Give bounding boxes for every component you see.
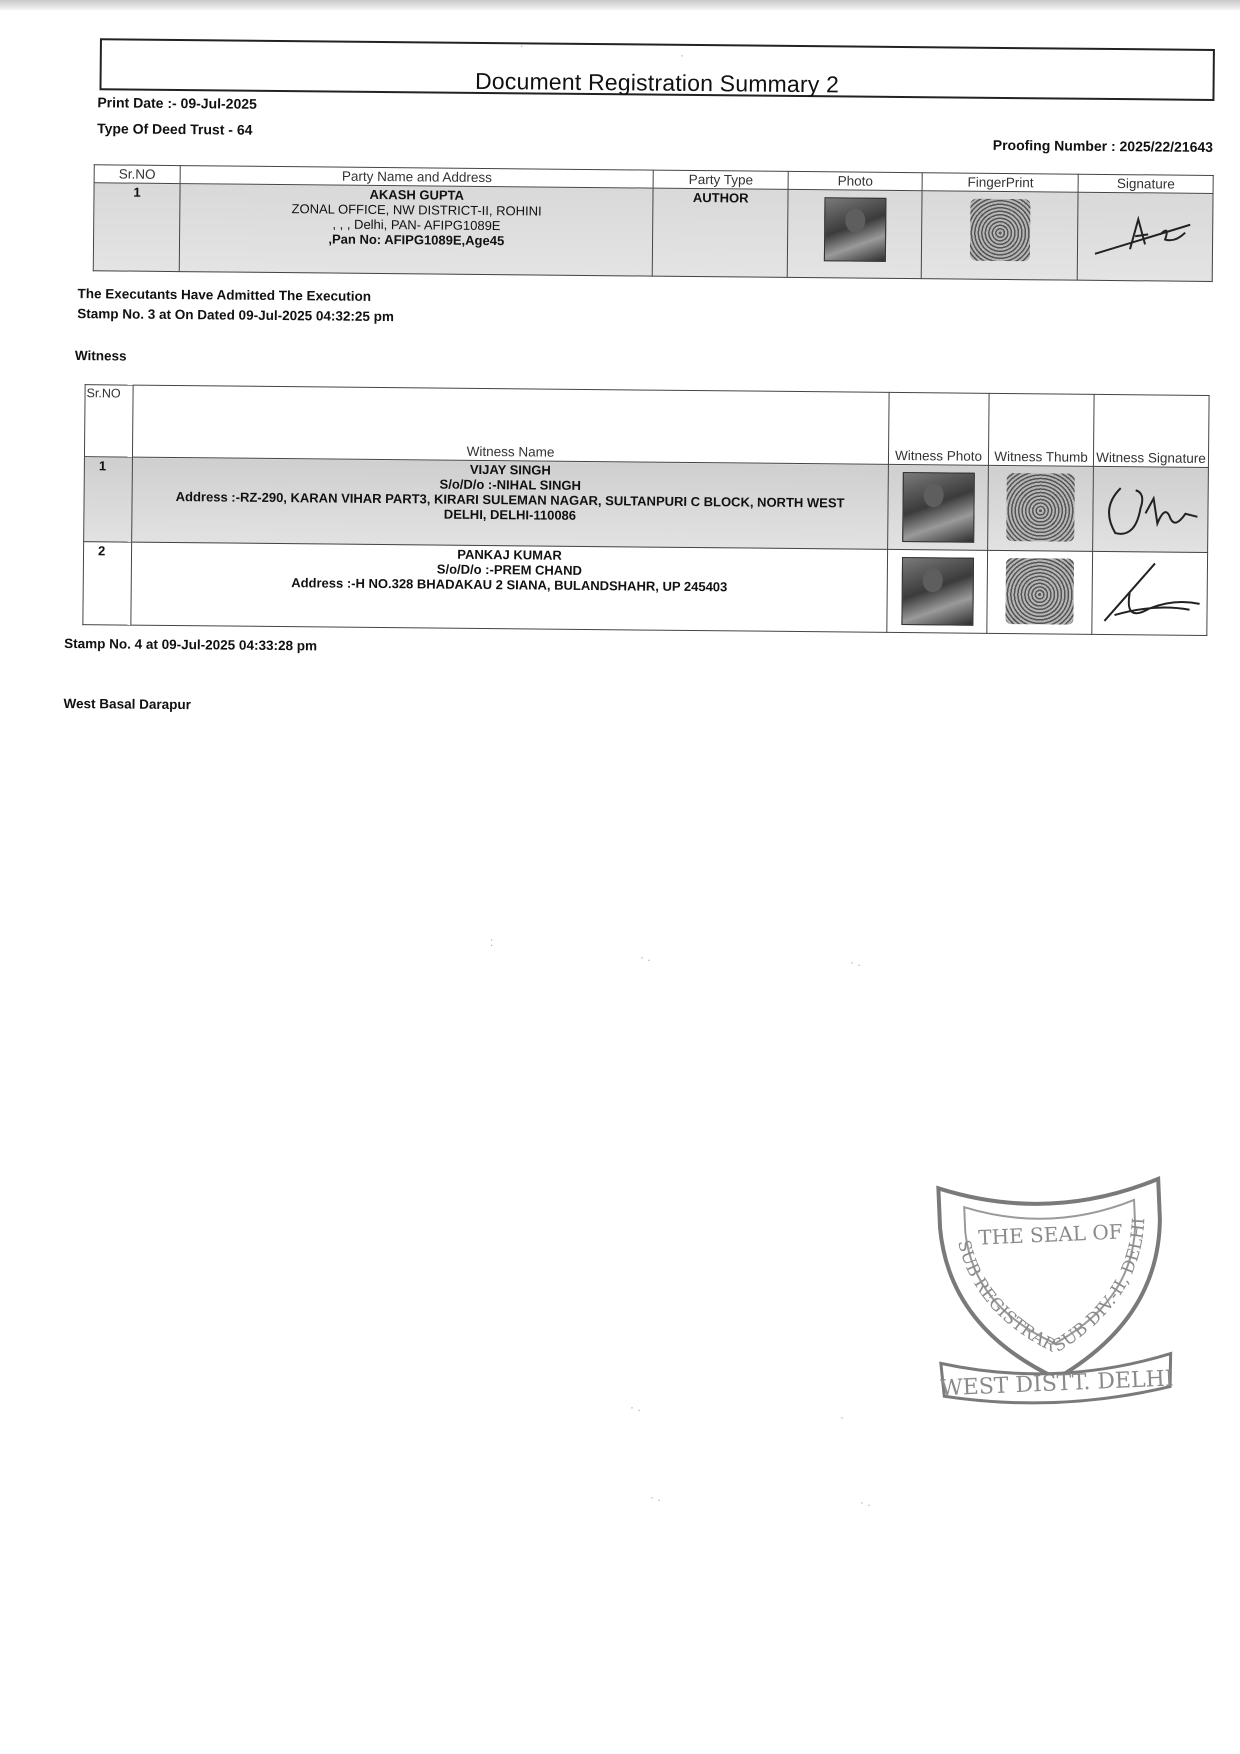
title-box <box>99 38 1214 101</box>
party-signature-cell <box>1078 192 1213 281</box>
witness-name: PANKAJ KUMAR <box>457 546 562 563</box>
proofing-label: Proofing Number : <box>992 136 1116 155</box>
witness-sr: 2 <box>83 542 132 625</box>
witness-thumb-cell <box>987 550 1093 634</box>
header-signature: Signature <box>1079 174 1214 193</box>
header-party-name: Party Name and Address <box>180 166 654 189</box>
witness-signature <box>1095 468 1206 547</box>
witness-thumb <box>1006 473 1075 542</box>
party-signature <box>1090 194 1201 265</box>
witness-photo <box>902 472 975 543</box>
header-fingerprint: FingerPrint <box>923 173 1079 192</box>
witness-header-thumb: Witness Thumb <box>988 393 1094 466</box>
stamp-3: Stamp No. 3 at On Dated 09-Jul-2025 04:32:25 pm <box>77 306 395 325</box>
seal-top-text: THE SEAL OF <box>977 1219 1124 1250</box>
witness-address: Address :-RZ-290, KARAN VIHAR PART3, KIRARI SULEMAN NAGAR, SULTANPURI C BLOCK, NORTH WEST DELHI, DELHI-110086 <box>175 489 845 523</box>
witness-table <box>82 384 1209 636</box>
document-title: Document Registration Summary 2 <box>474 67 840 98</box>
header-photo: Photo <box>788 171 923 190</box>
witness-relation: S/o/D/o :-NIHAL SINGH <box>439 476 581 493</box>
witness-sr: 1 <box>84 457 133 542</box>
official-seal <box>923 1158 1184 1428</box>
party-table <box>93 164 1214 282</box>
witness-signature-cell <box>1093 466 1209 552</box>
witness-signature <box>1094 553 1205 628</box>
party-sr: 1 <box>93 183 180 272</box>
party-name: AKASH GUPTA <box>369 186 465 203</box>
witness-name: VIJAY SINGH <box>469 461 551 478</box>
stamp-4: Stamp No. 4 at 09-Jul-2025 04:33:28 pm <box>64 635 318 654</box>
witness-thumb-cell <box>988 465 1094 551</box>
party-fingerprint <box>970 199 1031 262</box>
seal-banner-text: WEST DISTT. DELHI <box>939 1366 1175 1402</box>
witness-header-name: Witness Name <box>132 385 889 464</box>
proofing-number <box>993 137 1213 155</box>
witness-row <box>84 457 1209 553</box>
party-photo-cell <box>787 189 922 278</box>
document-page <box>54 36 1220 1747</box>
print-date: Print Date :- 09-Jul-2025 <box>97 94 257 112</box>
witness-label: Witness <box>74 348 127 364</box>
party-address-line2: , , , Delhi, PAN- AFIPG1089E <box>332 216 501 234</box>
party-row <box>93 183 1213 282</box>
witness-relation: S/o/D/o :-PREM CHAND <box>436 561 583 578</box>
seal-arc-text: SUB REGISTRAR SUB DIV.-II, DELHI <box>953 1217 1150 1359</box>
party-details <box>179 184 653 277</box>
header-party-type: Party Type <box>654 170 789 189</box>
party-address-line1: ZONAL OFFICE, NW DISTRICT-II, ROHINI <box>291 201 542 219</box>
witness-photo-cell <box>888 464 989 550</box>
witness-thumb <box>1005 558 1074 625</box>
party-fingerprint-cell <box>922 191 1079 280</box>
executants-admitted: The Executants Have Admitted The Execution <box>77 286 372 304</box>
party-address-line3: ,Pan No: AFIPG1089E,Age45 <box>328 231 505 249</box>
office-name: West Basal Darapur <box>63 695 191 713</box>
witness-details <box>132 457 889 549</box>
witness-signature-cell <box>1092 551 1208 635</box>
witness-header-row <box>84 385 1209 468</box>
witness-address: Address :-H NO.328 BHADAKAU 2 SIANA, BULANDSHAHR, UP 245403 <box>291 575 728 595</box>
header-srno: Sr.NO <box>94 165 180 184</box>
witness-details <box>131 542 888 632</box>
deed-type: Type Of Deed Trust - 64 <box>97 120 253 138</box>
witness-header-signature: Witness Signature <box>1093 394 1209 467</box>
scan-edge <box>0 0 1240 10</box>
witness-header-srno: Sr.NO <box>84 385 133 457</box>
witness-photo-cell <box>887 549 988 633</box>
witness-photo <box>901 557 974 626</box>
witness-header-photo: Witness Photo <box>889 392 990 465</box>
proofing-value: 2025/22/21643 <box>1119 138 1214 155</box>
witness-row <box>83 542 1208 636</box>
party-type: AUTHOR <box>653 188 788 277</box>
party-photo <box>824 197 887 262</box>
